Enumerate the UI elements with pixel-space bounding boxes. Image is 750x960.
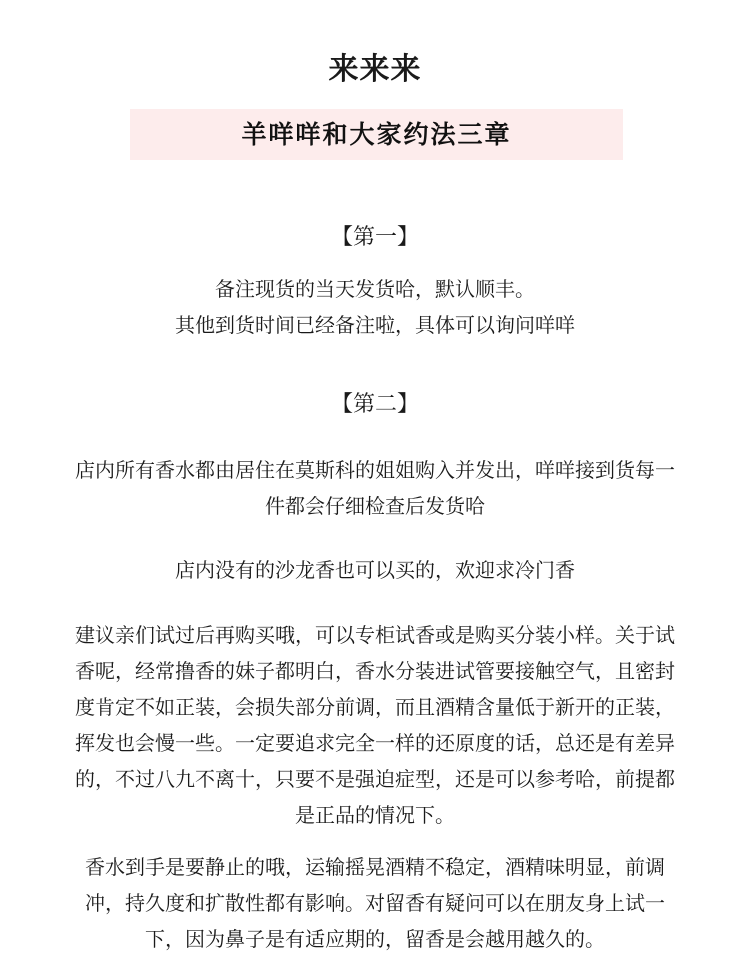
- paragraph-line: 香水到手是要静止的哦，运输摇晃酒精不稳定，酒精味明显，前调: [85, 855, 665, 879]
- banner: [130, 109, 623, 160]
- paragraph-line: 件都会仔细检查后发货哈: [265, 494, 485, 518]
- paragraph-line: 的，不过八九不离十，只要不是强迫症型，还是可以参考哈，前提都: [75, 767, 675, 791]
- paragraph-samples: [40, 617, 710, 833]
- paragraph-line: 度肯定不如正装，会损失部分前调，而且酒精含量低于新开的正装，: [75, 695, 675, 719]
- paragraph-line: 店内没有的沙龙香也可以买的，欢迎求冷门香: [175, 558, 575, 582]
- paragraph-shipping: [40, 271, 710, 343]
- paragraph-line: 是正品的情况下。: [295, 803, 455, 827]
- paragraph-line: 店内所有香水都由居住在莫斯科的姐姐购入并发出，咩咩接到货每一: [75, 458, 675, 482]
- paragraph-line: 冲，持久度和扩散性都有影响。对留香有疑问可以在朋友身上试一: [85, 891, 665, 915]
- paragraph-line: 其他到货时间已经备注啦，具体可以询问咩咩: [175, 313, 575, 337]
- section-label-first: 【第一】: [330, 225, 419, 250]
- paragraph-line: 香呢，经常撸香的妹子都明白，香水分装进试管要接触空气，且密封: [75, 659, 675, 683]
- paragraph-source: [40, 452, 710, 524]
- section-label-second: 【第二】: [330, 392, 419, 417]
- paragraph-resting: [40, 849, 710, 957]
- paragraph-salon: [40, 552, 710, 588]
- paragraph-line: 下，因为鼻子是有适应期的，留香是会越用越久的。: [145, 927, 605, 951]
- banner-text: 羊咩咩和大家约法三章: [241, 120, 512, 149]
- page-title: 来来来: [328, 52, 422, 87]
- paragraph-line: 挥发也会慢一些。一定要追求完全一样的还原度的话，总还是有差异: [75, 731, 675, 755]
- paragraph-line: 建议亲们试过后再购买哦，可以专柜试香或是购买分装小样。关于试: [75, 623, 675, 647]
- paragraph-line: 备注现货的当天发货哈，默认顺丰。: [215, 277, 535, 301]
